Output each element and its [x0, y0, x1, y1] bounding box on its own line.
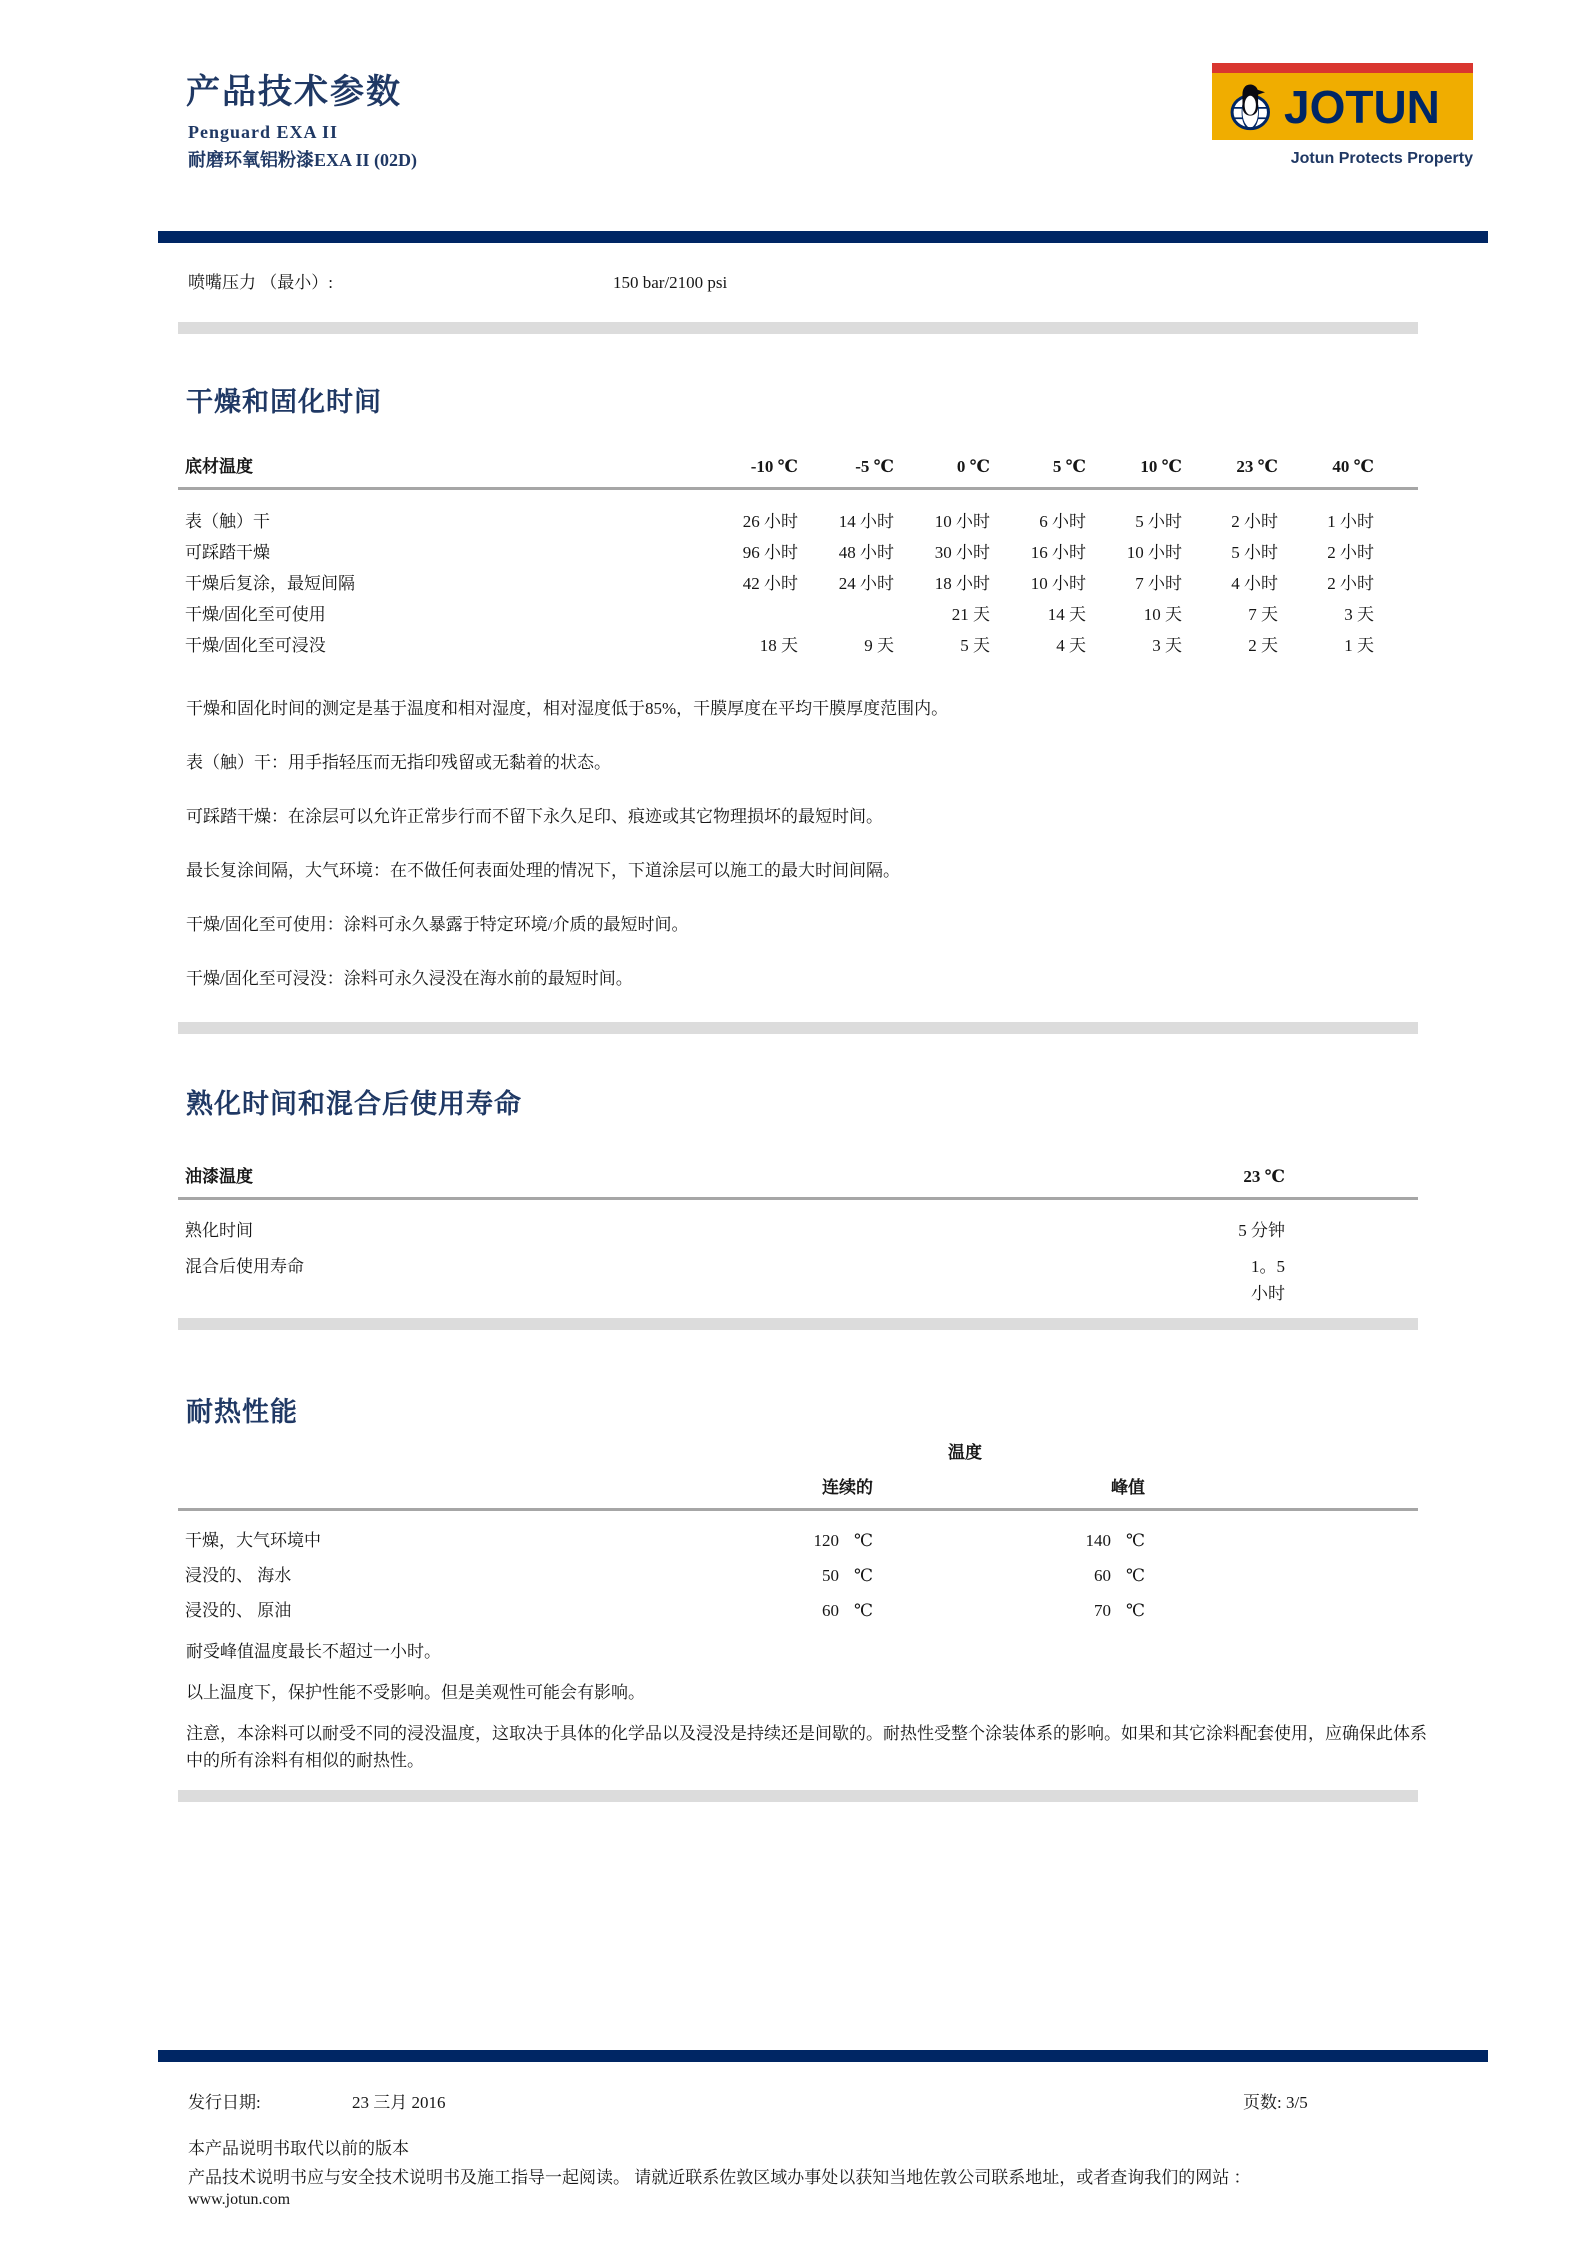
- cell: 10 天: [1143, 605, 1182, 624]
- cell: 3 天: [1152, 636, 1182, 655]
- curing-table: [178, 1162, 1418, 1307]
- drying-notes: [186, 698, 1436, 1022]
- row-label: 混合后使用寿命: [185, 1257, 304, 1276]
- footer-note-read: 产品技术说明书应与安全技术说明书及施工指导一起阅读。 请就近联系佐敦区域办事处以获知当地佐敦公司联系地址，或者查询我们的网站 ：: [188, 2168, 1251, 2187]
- footer-website: www.jotun.com: [188, 2191, 291, 2208]
- unit: ℃: [853, 1566, 873, 1585]
- row-label: 可踩踏干燥: [185, 543, 270, 562]
- cell: 48 小时: [838, 543, 894, 562]
- row-label: 干燥/固化至可使用: [185, 605, 326, 624]
- cell: 4 小时: [1231, 574, 1278, 593]
- cell: 5 小时: [1231, 543, 1278, 562]
- cell: 16 小时: [1030, 543, 1086, 562]
- row-label: 浸没的、 海水: [185, 1566, 292, 1585]
- table-row: [178, 1596, 1418, 1620]
- cell: [763, 1566, 873, 1586]
- drying-header-col: 10 ℃: [1140, 457, 1182, 476]
- heat-header-peak: 峰值: [1111, 1478, 1145, 1497]
- curing-header-value: 23 ℃: [1243, 1167, 1285, 1186]
- cell: 30 小时: [934, 543, 990, 562]
- cell: 2 天: [1248, 636, 1278, 655]
- section-title-heat: 耐热性能: [186, 1397, 298, 1427]
- penguin-globe-icon: [1226, 81, 1278, 133]
- unit: ℃: [853, 1601, 873, 1620]
- nozzle-pressure-value: 150 bar/2100 psi: [613, 273, 728, 292]
- jotun-logo: [1212, 63, 1473, 140]
- cell: 2 小时: [1327, 574, 1374, 593]
- heat-notes: [186, 1638, 1436, 1788]
- cell: 14 天: [1047, 605, 1086, 624]
- cell: 5 天: [960, 636, 990, 655]
- section-title-curing: 熟化时间和混合后使用寿命: [186, 1089, 522, 1119]
- logo-brand-text: JOTUN: [1284, 80, 1440, 133]
- cell: 21 天: [951, 605, 990, 624]
- cell: 2 小时: [1231, 512, 1278, 531]
- cell-line: 1。5: [1251, 1257, 1285, 1276]
- note-paragraph: 以上温度下，保护性能不受影响。但是美观性可能会有影响。: [186, 1683, 645, 1702]
- cell: 5 分钟: [1238, 1221, 1285, 1240]
- cell: 5 小时: [1135, 512, 1182, 531]
- cell: 10 小时: [1030, 574, 1086, 593]
- issue-date-label: 发行日期:: [188, 2093, 261, 2112]
- cell: [1135, 1253, 1285, 1307]
- row-label: 干燥，大气环境中: [185, 1531, 321, 1550]
- table-row: [178, 507, 1418, 531]
- cell: 42 小时: [742, 574, 798, 593]
- cell: 96 小时: [742, 543, 798, 562]
- drying-header-label: 底材温度: [185, 457, 253, 476]
- drying-header-col: 40 ℃: [1332, 457, 1374, 476]
- product-name: Penguard EXA II: [188, 122, 339, 142]
- page-title: 产品技术参数: [186, 74, 402, 111]
- table-row: [178, 1216, 1418, 1241]
- cell: 1 天: [1344, 636, 1374, 655]
- cell: [873, 1601, 1145, 1621]
- value: 60: [822, 1601, 839, 1620]
- cell: 2 小时: [1327, 543, 1374, 562]
- note-paragraph: 干燥/固化至可浸没：涂料可永久浸没在海水前的最短时间。: [186, 969, 633, 988]
- cell: 10 小时: [934, 512, 990, 531]
- cell: 7 小时: [1135, 574, 1182, 593]
- cell: 14 小时: [838, 512, 894, 531]
- cell: [873, 1566, 1145, 1586]
- note-paragraph: 注意，本涂料可以耐受不同的浸没温度，这取决于具体的化学品以及浸没是持续还是间歇的。耐热性受整个涂装体系的影响。如果和其它涂料配套使用，应确保此体系中的所有涂料有相似的耐热性。: [186, 1724, 1427, 1770]
- section-separator-4: [178, 1790, 1418, 1802]
- nozzle-pressure-label: 喷嘴压力 （最小）:: [188, 273, 333, 292]
- table-row: [178, 1561, 1418, 1585]
- cell: 26 小时: [742, 512, 798, 531]
- row-label: 干燥后复涂，最短间隔: [185, 574, 355, 593]
- cell-line: 小时: [1251, 1284, 1285, 1303]
- cell: 3 天: [1344, 605, 1374, 624]
- logo-yellow-box: [1212, 73, 1473, 140]
- cell: 18 天: [759, 636, 798, 655]
- unit: ℃: [1125, 1601, 1145, 1620]
- section-title-drying: 干燥和固化时间: [186, 387, 382, 417]
- section-separator-1: [178, 322, 1418, 334]
- note-paragraph: 干燥和固化时间的测定是基于温度和相对湿度，相对湿度低于85%，干膜厚度在平均干膜厚度范围内。: [186, 699, 949, 718]
- note-paragraph: 耐受峰值温度最长不超过一小时。: [186, 1642, 441, 1661]
- product-subtitle: 耐磨环氧铝粉漆EXA II (02D): [188, 150, 418, 170]
- drying-header-col: 23 ℃: [1236, 457, 1278, 476]
- unit: ℃: [853, 1531, 873, 1550]
- note-paragraph: 可踩踏干燥：在涂层可以允许正常步行而不留下永久足印、痕迹或其它物理损坏的最短时间。: [186, 807, 883, 826]
- note-paragraph: 干燥/固化至可使用：涂料可永久暴露于特定环境/介质的最短时间。: [186, 915, 689, 934]
- cell: 1 小时: [1327, 512, 1374, 531]
- drying-header-col: -10 ℃: [750, 457, 798, 476]
- table-row: [178, 1526, 1418, 1550]
- cell: 7 天: [1248, 605, 1278, 624]
- heat-table-header: [178, 1473, 1418, 1511]
- curing-header-label: 油漆温度: [185, 1167, 253, 1186]
- drying-header-col: 0 ℃: [956, 457, 990, 476]
- cell: [763, 1601, 873, 1621]
- unit: ℃: [1125, 1531, 1145, 1550]
- heat-group-header: 温度: [948, 1443, 982, 1462]
- drying-header-col: 5 ℃: [1052, 457, 1086, 476]
- logo-tagline: Jotun Protects Property: [1290, 150, 1473, 167]
- cell: 24 小时: [838, 574, 894, 593]
- value: 140: [1085, 1531, 1111, 1550]
- curing-table-header: [178, 1162, 1418, 1200]
- cell: 18 小时: [934, 574, 990, 593]
- section-separator-3: [178, 1318, 1418, 1330]
- heat-table: [178, 1438, 1418, 1620]
- table-row: [178, 1252, 1418, 1307]
- table-row: [178, 631, 1418, 655]
- cell: 10 小时: [1126, 543, 1182, 562]
- value: 50: [822, 1566, 839, 1585]
- issue-date-value: 23 三月 2016: [352, 2093, 446, 2112]
- cell: [873, 1531, 1145, 1551]
- cell: 6 小时: [1039, 512, 1086, 531]
- drying-header-col: -5 ℃: [855, 457, 894, 476]
- note-paragraph: 表（触）干：用手指轻压而无指印残留或无黏着的状态。: [186, 753, 611, 772]
- logo-red-stripe: [1212, 63, 1473, 73]
- table-row: [178, 569, 1418, 593]
- note-paragraph: 最长复涂间隔，大气环境：在不做任何表面处理的情况下，下道涂层可以施工的最大时间间隔。: [186, 861, 900, 880]
- unit: ℃: [1125, 1566, 1145, 1585]
- value: 60: [1094, 1566, 1111, 1585]
- drying-table: [178, 452, 1418, 655]
- cell: 4 天: [1056, 636, 1086, 655]
- table-row: [178, 600, 1418, 624]
- footer-divider-bar: [158, 2050, 1488, 2062]
- table-row: [178, 538, 1418, 562]
- row-label: 熟化时间: [185, 1221, 253, 1240]
- page-number: 页数: 3/5: [1243, 2093, 1308, 2112]
- section-separator-2: [178, 1022, 1418, 1034]
- row-label: 浸没的、 原油: [185, 1601, 292, 1620]
- cell: [763, 1531, 873, 1551]
- row-label: 干燥/固化至可浸没: [185, 636, 326, 655]
- cell: 9 天: [864, 636, 894, 655]
- drying-table-header: [178, 452, 1418, 490]
- heat-header-continuous: 连续的: [822, 1478, 873, 1497]
- value: 120: [813, 1531, 839, 1550]
- header-divider-bar: [158, 231, 1488, 243]
- row-label: 表（触）干: [185, 512, 270, 531]
- footer-note-replaces: 本产品说明书取代以前的版本: [188, 2139, 409, 2158]
- value: 70: [1094, 1601, 1111, 1620]
